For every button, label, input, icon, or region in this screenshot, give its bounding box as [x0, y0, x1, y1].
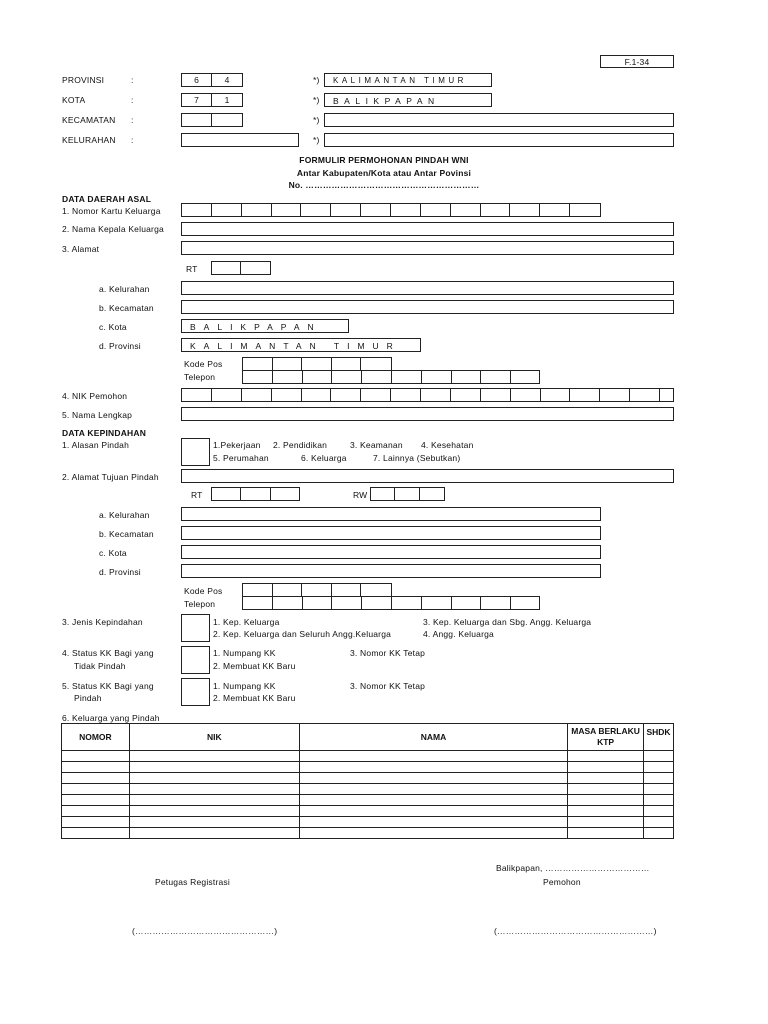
kelurahan-marker: *) — [313, 135, 320, 145]
alasan-checkbox[interactable] — [181, 438, 210, 466]
tujuan-provinsi-field[interactable] — [181, 564, 601, 578]
digit-cell — [421, 389, 451, 401]
jenis-checkbox[interactable] — [181, 614, 210, 642]
cell[interactable] — [643, 817, 673, 828]
digit-cell — [420, 488, 444, 500]
col-nomor: NOMOR — [62, 724, 130, 751]
cell[interactable] — [568, 762, 644, 773]
digit-cell — [660, 389, 673, 401]
table-row[interactable] — [62, 828, 674, 839]
kota-name: BALIKPAPAN — [333, 96, 440, 106]
digit-cell — [481, 389, 511, 401]
alamat-field[interactable] — [181, 241, 674, 255]
digit-cell — [362, 597, 392, 609]
kelurahan-name-field[interactable] — [324, 133, 674, 147]
tujuan-rw-field[interactable] — [370, 487, 445, 501]
cell[interactable] — [129, 784, 299, 795]
cell[interactable] — [568, 806, 644, 817]
cell[interactable] — [62, 795, 130, 806]
asal-provinsi-label: d. Provinsi — [99, 341, 141, 351]
signature-right[interactable]: (………………………………………………) — [494, 926, 657, 936]
status-pindah-checkbox[interactable] — [181, 678, 210, 706]
cell[interactable] — [62, 773, 130, 784]
cell[interactable] — [299, 762, 567, 773]
kota-marker: *) — [313, 95, 320, 105]
cell[interactable] — [643, 795, 673, 806]
digit-cell — [271, 488, 299, 500]
col-masa-line2: KTP — [597, 737, 615, 747]
provinsi-code-field[interactable] — [181, 73, 243, 87]
status-tidak-option: 1. Numpang KK — [213, 648, 276, 658]
jenis-option: 3. Kep. Keluarga dan Sbg. Angg. Keluarga — [423, 617, 592, 627]
digit-cell — [273, 371, 303, 383]
asal-kelurahan-field[interactable] — [181, 281, 674, 295]
tujuan-kodepos-field[interactable] — [242, 583, 392, 597]
cell[interactable] — [299, 751, 567, 762]
provinsi-name: KALIMANTAN TIMUR — [333, 76, 467, 85]
nomor-kk-field[interactable] — [181, 203, 601, 217]
status-pindah-option: 2. Membuat KK Baru — [213, 693, 296, 703]
status-pindah-label: 5. Status KK Bagi yang — [62, 681, 154, 691]
kota-label: KOTA — [62, 95, 86, 105]
cell[interactable] — [568, 828, 644, 839]
alasan-option: 4. Kesehatan — [421, 440, 474, 450]
kota-code-field[interactable] — [181, 93, 243, 107]
digit-cell — [452, 597, 482, 609]
digit-cell — [241, 488, 270, 500]
digit-cell — [452, 371, 482, 383]
status-tidak-checkbox[interactable] — [181, 646, 210, 674]
digit-cell — [361, 204, 391, 216]
table-row[interactable] — [62, 784, 674, 795]
form-code-box — [600, 55, 674, 68]
asal-kelurahan-label: a. Kelurahan — [99, 284, 150, 294]
digit-cell — [182, 389, 212, 401]
kecamatan-marker: *) — [313, 115, 320, 125]
alasan-option: 6. Keluarga — [301, 453, 347, 463]
digit-cell — [272, 389, 302, 401]
cell[interactable] — [62, 828, 130, 839]
digit-cell — [182, 204, 212, 216]
keluarga-label: 6. Keluarga yang Pindah — [62, 713, 160, 723]
digit-cell — [242, 204, 272, 216]
digit-cell — [395, 488, 419, 500]
col-masa-line1: MASA BERLAKU — [571, 726, 640, 736]
kota-code-digit: 7 — [182, 94, 212, 106]
asal-rt-field[interactable] — [211, 261, 271, 275]
cell[interactable] — [568, 784, 644, 795]
digit-cell — [302, 358, 332, 370]
digit-cell — [273, 358, 303, 370]
asal-telepon-label: Telepon — [184, 372, 216, 382]
digit-cell — [332, 358, 362, 370]
tujuan-kecamatan-field[interactable] — [181, 526, 601, 540]
digit-cell — [243, 371, 273, 383]
digit-cell — [510, 204, 540, 216]
alasan-label: 1. Alasan Pindah — [62, 440, 129, 450]
cell[interactable] — [568, 773, 644, 784]
form-number: No. …………………………………………………… — [288, 180, 480, 190]
digit-cell — [421, 204, 451, 216]
digit-cell — [422, 597, 452, 609]
tujuan-kodepos-label: Kode Pos — [184, 586, 223, 596]
nik-label: 4. NIK Pemohon — [62, 391, 128, 401]
status-pindah-option: 3. Nomor KK Tetap — [350, 681, 426, 691]
table-row[interactable] — [62, 817, 674, 828]
cell[interactable] — [129, 773, 299, 784]
digit-cell — [600, 389, 630, 401]
digit-cell — [241, 262, 270, 274]
digit-cell — [391, 204, 421, 216]
tujuan-kelurahan-field[interactable] — [181, 507, 601, 521]
tujuan-rt-label: RT — [191, 490, 203, 500]
table-row[interactable] — [62, 806, 674, 817]
digit-cell — [212, 488, 241, 500]
provinsi-marker: *) — [313, 75, 320, 85]
digit-cell — [242, 389, 272, 401]
tujuan-telepon-label: Telepon — [184, 599, 216, 609]
tujuan-kecamatan-label: b. Kecamatan — [99, 529, 154, 539]
nama-lengkap-label: 5. Nama Lengkap — [62, 410, 133, 420]
digit-cell — [570, 204, 600, 216]
cell[interactable] — [299, 784, 567, 795]
code-cell — [212, 114, 242, 126]
asal-provinsi-value: KALIMANTAN TIMUR — [190, 341, 401, 351]
cell[interactable] — [299, 773, 567, 784]
col-masa-berlaku — [568, 724, 644, 751]
jenis-option: 2. Kep. Keluarga dan Seluruh Angg.Keluarga — [213, 629, 392, 639]
digit-cell — [302, 389, 332, 401]
digit-cell — [422, 371, 452, 383]
form-title: FORMULIR PERMOHONAN PINDAH WNI — [299, 155, 469, 165]
digit-cell — [361, 389, 391, 401]
digit-cell — [273, 584, 303, 596]
provinsi-colon: : — [131, 75, 134, 85]
digit-cell — [303, 597, 333, 609]
nama-lengkap-field[interactable] — [181, 407, 674, 421]
jenis-option: 1. Kep. Keluarga — [213, 617, 280, 627]
digit-cell — [331, 204, 361, 216]
cell[interactable] — [643, 773, 673, 784]
petugas-label: Petugas Registrasi — [155, 877, 230, 887]
digit-cell — [511, 597, 539, 609]
digit-cell — [301, 204, 331, 216]
digit-cell — [302, 584, 332, 596]
provinsi-label: PROVINSI — [62, 75, 105, 85]
cell[interactable] — [62, 751, 130, 762]
digit-cell — [391, 389, 421, 401]
tujuan-kelurahan-label: a. Kelurahan — [99, 510, 150, 520]
digit-cell — [511, 371, 539, 383]
alasan-option: 2. Pendidikan — [273, 440, 328, 450]
section-asal: DATA DAERAH ASAL — [62, 194, 152, 204]
cell[interactable] — [568, 817, 644, 828]
digit-cell — [212, 262, 241, 274]
table-row[interactable] — [62, 795, 674, 806]
cell[interactable] — [643, 828, 673, 839]
nomor-kk-label: 1. Nomor Kartu Keluarga — [62, 206, 161, 216]
cell[interactable] — [129, 806, 299, 817]
tujuan-rw-label: RW — [353, 490, 368, 500]
digit-cell — [362, 371, 392, 383]
provinsi-code-digit: 4 — [224, 75, 230, 85]
digit-cell — [332, 584, 362, 596]
digit-cell — [243, 597, 273, 609]
alasan-option: 3. Keamanan — [350, 440, 403, 450]
col-nik: NIK — [129, 724, 299, 751]
cell[interactable] — [643, 762, 673, 773]
status-tidak-option: 2. Membuat KK Baru — [213, 661, 296, 671]
kecamatan-colon: : — [131, 115, 134, 125]
digit-cell — [361, 358, 391, 370]
kelurahan-code-field[interactable] — [181, 133, 299, 147]
jenis-option: 4. Angg. Keluarga — [423, 629, 494, 639]
digit-cell — [272, 204, 302, 216]
kota-code-digit: 1 — [224, 95, 230, 105]
col-nama: NAMA — [299, 724, 567, 751]
status-pindah-option: 1. Numpang KK — [213, 681, 276, 691]
kota-colon: : — [131, 95, 134, 105]
status-pindah-label-2: Pindah — [74, 693, 102, 703]
digit-cell — [481, 597, 511, 609]
digit-cell — [243, 358, 273, 370]
cell[interactable] — [62, 784, 130, 795]
digit-cell — [481, 371, 511, 383]
digit-cell — [511, 389, 541, 401]
alasan-option: 7. Lainnya (Sebutkan) — [373, 453, 461, 463]
digit-cell — [630, 389, 660, 401]
asal-kecamatan-label: b. Kecamatan — [99, 303, 154, 313]
tujuan-kota-field[interactable] — [181, 545, 601, 559]
alamat-label: 3. Alamat — [62, 244, 100, 254]
cell[interactable] — [299, 795, 567, 806]
kecamatan-code-field[interactable] — [181, 113, 243, 127]
form-code: F.1-34 — [624, 57, 650, 67]
cell[interactable] — [643, 784, 673, 795]
status-tidak-label: 4. Status KK Bagi yang — [62, 648, 154, 658]
digit-cell — [361, 584, 391, 596]
cell[interactable] — [299, 817, 567, 828]
asal-provinsi-field[interactable] — [181, 338, 421, 352]
kelurahan-colon: : — [131, 135, 134, 145]
code-cell — [182, 114, 212, 126]
kecamatan-name-field[interactable] — [324, 113, 674, 127]
cell[interactable] — [129, 795, 299, 806]
digit-cell — [331, 389, 361, 401]
digit-cell — [451, 204, 481, 216]
col-shdk: SHDK — [643, 724, 673, 751]
digit-cell — [332, 371, 362, 383]
digit-cell — [303, 371, 333, 383]
tujuan-provinsi-label: d. Provinsi — [99, 567, 141, 577]
cell[interactable] — [568, 795, 644, 806]
digit-cell — [451, 389, 481, 401]
digit-cell — [540, 204, 570, 216]
form-subtitle: Antar Kabupaten/Kota atau Antar Povinsi — [296, 168, 472, 178]
pemohon-label: Pemohon — [543, 877, 581, 887]
kecamatan-label: KECAMATAN — [62, 115, 116, 125]
asal-kodepos-field[interactable] — [242, 357, 392, 371]
asal-telepon-field[interactable] — [242, 370, 540, 384]
digit-cell — [212, 204, 242, 216]
cell[interactable] — [129, 751, 299, 762]
tujuan-telepon-field[interactable] — [242, 596, 540, 610]
cell[interactable] — [129, 817, 299, 828]
asal-kota-label: c. Kota — [99, 322, 127, 332]
table-row[interactable] — [62, 762, 674, 773]
tujuan-rt-field[interactable] — [211, 487, 300, 501]
provinsi-name-field[interactable] — [324, 73, 492, 87]
asal-kota-field[interactable] — [181, 319, 349, 333]
asal-rt-label: RT — [186, 264, 198, 274]
digit-cell — [212, 389, 242, 401]
asal-kecamatan-field[interactable] — [181, 300, 674, 314]
cell[interactable] — [62, 817, 130, 828]
status-tidak-option: 3. Nomor KK Tetap — [350, 648, 426, 658]
cell[interactable] — [643, 806, 673, 817]
cell[interactable] — [62, 806, 130, 817]
status-tidak-label-2: Tidak Pindah — [74, 661, 126, 671]
kota-name-field[interactable] — [324, 93, 492, 107]
digit-cell — [481, 204, 511, 216]
cell[interactable] — [299, 806, 567, 817]
tujuan-kota-label: c. Kota — [99, 548, 127, 558]
digit-cell — [392, 597, 422, 609]
digit-cell — [371, 488, 395, 500]
digit-cell — [392, 371, 422, 383]
digit-cell — [570, 389, 600, 401]
kelurahan-label: KELURAHAN — [62, 135, 116, 145]
alasan-option: 1.Pekerjaan — [213, 440, 261, 450]
cell[interactable] — [568, 751, 644, 762]
table-row[interactable] — [62, 751, 674, 762]
nik-field[interactable] — [181, 388, 674, 402]
provinsi-code-digit: 6 — [182, 74, 212, 86]
table-header-row — [62, 724, 674, 751]
digit-cell — [273, 597, 303, 609]
asal-kodepos-label: Kode Pos — [184, 359, 223, 369]
nama-kepala-field[interactable] — [181, 222, 674, 236]
digit-cell — [541, 389, 571, 401]
table-row[interactable] — [62, 773, 674, 784]
section-pindah: DATA KEPINDAHAN — [62, 428, 147, 438]
alamat-tujuan-label: 2. Alamat Tujuan Pindah — [62, 472, 159, 482]
asal-kota-value: BALIKPAPAN — [190, 322, 322, 332]
signature-left[interactable]: (…………………………………………) — [132, 926, 278, 936]
nama-kepala-label: 2. Nama Kepala Keluarga — [62, 224, 164, 234]
cell[interactable] — [129, 828, 299, 839]
digit-cell — [243, 584, 273, 596]
cell[interactable] — [129, 762, 299, 773]
cell[interactable] — [643, 751, 673, 762]
jenis-label: 3. Jenis Kepindahan — [62, 617, 143, 627]
alasan-option: 5. Perumahan — [213, 453, 269, 463]
place-date: Balikpapan, ……………………………… — [496, 863, 650, 873]
alamat-tujuan-field[interactable] — [181, 469, 674, 483]
family-table — [61, 723, 674, 839]
cell[interactable] — [62, 762, 130, 773]
cell[interactable] — [299, 828, 567, 839]
digit-cell — [332, 597, 362, 609]
